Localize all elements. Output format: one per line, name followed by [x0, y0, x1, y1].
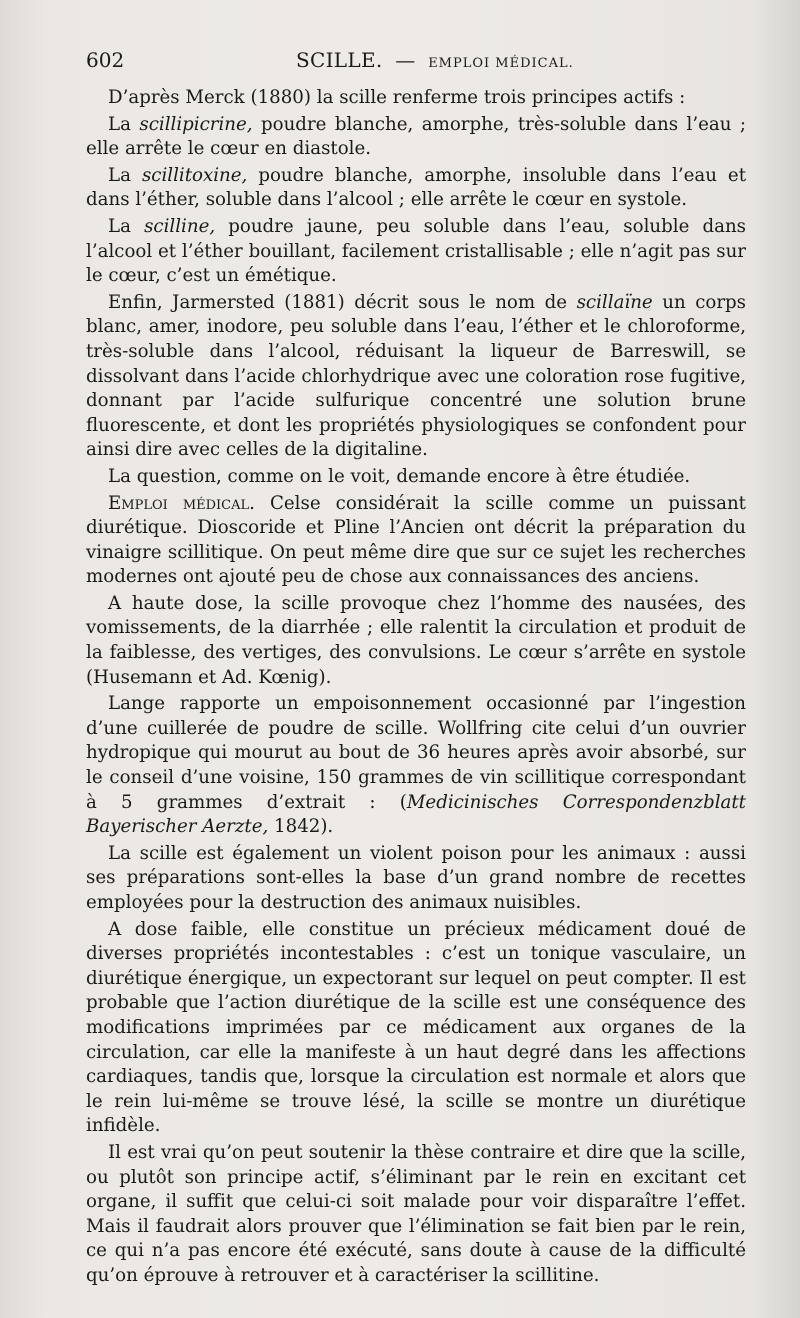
term-scilline: scilline, [144, 215, 216, 237]
running-title-main: SCILLE. [296, 48, 383, 72]
page-number: 602 [86, 48, 125, 72]
citation-title: Medicinisches Correspondenzblatt Bayerischer Aerzte, [86, 791, 746, 838]
paragraph-lead: La [108, 215, 145, 237]
paragraph-tail: 1842). [268, 816, 334, 838]
paragraph-text: D’après Merck (1880) la scille renferme trois principes actifs : [108, 87, 686, 108]
paragraph-text: La scille est également un violent poison pour les animaux : aussi ses préparations sont-elles la base d’un grand nombre de recettes employées pour la destruction des animaux nuisibles. [86, 842, 746, 913]
running-title [296, 48, 574, 72]
running-title-section: EMPLOI MÉDICAL. [428, 56, 574, 71]
paragraph-lead: La [108, 113, 140, 135]
paragraph-12 [86, 1141, 746, 1289]
paragraph-text: A dose faible, elle constitue un précieux médicament doué de diverses propriétés incontestables : c’est un tonique vasculaire, un diurétique énergique, un expectorant sur lequel on peut compter. Il est probable que l’action diurétique de la scille est une conséquence des modifications imprimées par ce médicament aux organes de la circulation, car elle la manifeste à un haut degré dans les affections cardiaques, tandis que, lorsque la circulation est normale et alors que le rein lui-même se trouve lésé, la scille se montre un diurétique infidèle. [86, 918, 746, 1137]
term-scillaine: scillaïne [576, 291, 653, 313]
term-scillipicrine: scillipicrine, [139, 113, 253, 135]
paragraph-text: poudre jaune, peu soluble dans l’eau, soluble dans l’alcool et l’éther bouillant, facilement cristallisable ; elle n’agit pas sur le cœur, c’est un émétique. [86, 215, 746, 287]
paragraph-text: Il est vrai qu’on peut soutenir la thèse contraire et dire que la scille, ou plutôt son principe actif, s’éliminant par le rein en excitant cet organe, il suffit que celui-ci soit malade pour voir disparaître l’effet. Mais il faudrait alors prouver que l’élimination se fait bien par le rein, ce qui n’a pas encore été exécuté, sans doute à cause de la difficulté qu’on éprouve à retrouver et à caractériser la scillitine. [86, 1141, 746, 1286]
paragraph-2 [86, 113, 746, 162]
paragraph-lead: Enfin, Jarmersted (1881) décrit sous le nom de [108, 291, 577, 313]
paragraph-text: un corps blanc, amer, inodore, peu soluble dans l’eau, l’éther et le chloroforme, très-soluble dans l’alcool, réduisant la liqueur de Barreswill, se dissolvant dans l’acide chlorhydrique avec une coloration rose fugitive, donnant par l’acide sulfurique concentré une solution brune fluorescente, et dont les propriétés physiologiques se confondent pour ainsi dire avec celles de la digitaline. [86, 291, 747, 461]
section-heading: Emploi médical. [108, 492, 255, 514]
paragraph-text: Lange rapporte un empoisonnement occasionné par l’ingestion d’une cuillerée de poudre de scille. Wollfring cite celui d’un ouvrier hydropique qui mourut au bout de 36 heures après avoir absorbé, sur le conseil d’une voisine, 150 grammes de vin scillitique correspondant à 5 grammes d’extrait : ( [86, 693, 746, 813]
paragraph-5 [86, 291, 746, 463]
paragraph-9 [86, 692, 746, 840]
paragraph-3 [86, 164, 746, 213]
paragraph-text: A haute dose, la scille provoque chez l’homme des nausées, des vomissements, de la diarrhée ; elle ralentit la circulation et produit de la faiblesse, des vertiges, des convulsions. Le cœur s’arrête en systole (Husemann et Ad. Kœnig). [86, 592, 746, 688]
paragraph-lead: La [108, 164, 142, 186]
paragraph-text: Celse considérait la scille comme un puissant diurétique. Dioscoride et Pline l’Ancien ont décrit la préparation du vinaigre scillitique. On peut même dire que sur ce sujet les recherches modernes ont ajouté peu de chose aux connaissances des anciens. [86, 492, 746, 588]
term-scillitoxine: scillitoxine, [141, 164, 248, 186]
running-header [86, 48, 746, 78]
paragraph-text: poudre blanche, amorphe, insoluble dans l’eau et dans l’éther, soluble dans l’alcool ; elle arrête le cœur en systole. [86, 164, 746, 211]
paragraph-10 [86, 842, 746, 916]
paragraph-6 [86, 465, 746, 490]
paragraph-1 [86, 86, 746, 111]
body-text [86, 86, 746, 1289]
paragraph-11 [86, 918, 746, 1139]
paragraph-text: poudre blanche, amorphe, très-soluble dans l’eau ; elle arrête le cœur en diastole. [86, 113, 746, 160]
paragraph-text: La question, comme on le voit, demande encore à être étudiée. [108, 465, 691, 487]
paragraph-7 [86, 492, 746, 590]
running-title-dash: — [395, 48, 416, 72]
paragraph-8 [86, 592, 746, 690]
paragraph-4 [86, 215, 746, 289]
